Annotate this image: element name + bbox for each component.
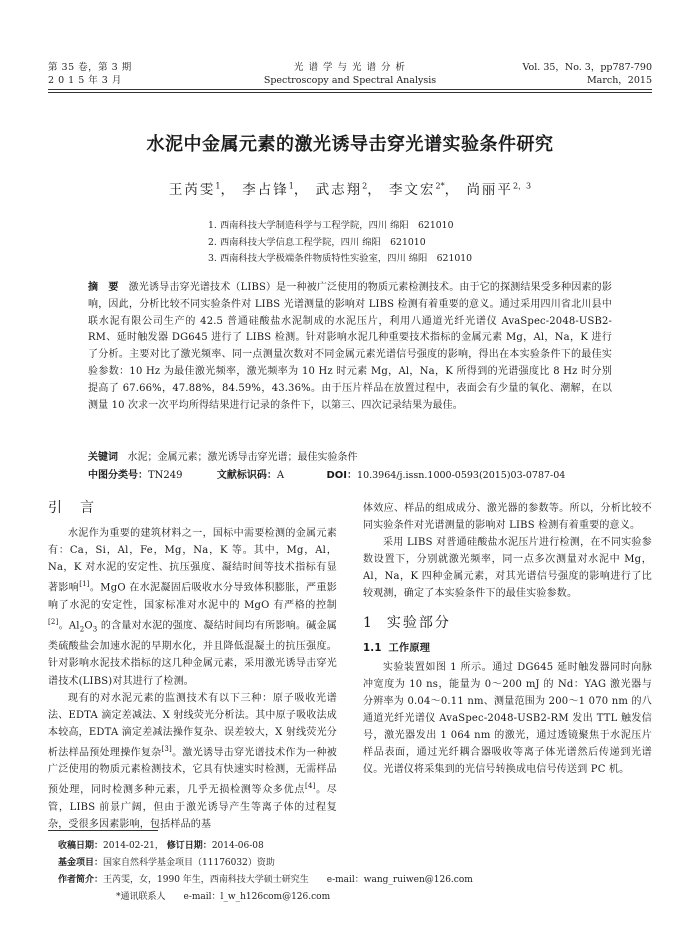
citation: [1] (79, 580, 90, 589)
author-name: 尚丽平 (466, 182, 513, 198)
citation: [2] (48, 617, 59, 626)
publication-date: 2 0 1 5 年 3 月 (48, 74, 122, 86)
author-bio-text: 王芮雯，女，1990 年生，西南科技大学硕士研究生 e-mail：wang_ruiwen@126.com (103, 875, 473, 885)
author-affiliation-mark: 2* (435, 181, 445, 191)
author-affiliation-mark: 1 (288, 181, 294, 191)
paragraph: 现有的对水泥元素的监测技术有以下三种：原子吸收光谱法、EDTA 滴定差减法、X 射线荧光分析法。其中原子吸收法成本较高，EDTA 滴定差减法操作复杂、误差较大，X 射线荧光分析法样品预处理操作复杂[3]。激光诱导击穿光谱技术作为一种被广泛使用的物质元素检测技术，它具有快速实时检测，无需样品预处理，同时检测多种元素，几乎无损检测等众多优点[4]。尽管，LIBS 前景广阔，但由于激光诱导产生等离子体的过程复杂，受很多因素影响，包括样品的基 (48, 692, 338, 830)
abstract-text: 激光诱导击穿光谱技术（LIBS）是一种被广泛使用的物质元素检测技术。由于它的探测结果受多种因素的影响，因此，分析比较不同实验条件对 LIBS 光谱测量的影响对 LIBS 检测有着重要的意义。通过采用四川省北川县中联水泥有限公司生产的 42.5 普通硅酸盐水泥制成的水泥压片，利用八通道光纤光谱仪 AvaSpec-2048-USB2-RM、延时触发器 DG645 进行了 LIBS 检测。针对影响水泥几种重要技术指标的金属元素 Mg，Al，Na，K 进行了分析。主要对比了激光频率、同一点测量次数对不同金属元素光谱信号强度的影响，得出在本实验条件下的最佳实验参数：10 Hz 为最佳激光频率，激光频率为 10 Hz 时元素 Mg，Al，Na，K 所得到的光谱强度比 8 Hz 时分别提高了 67.66%，47.88%，84.59%，43.36%。由于压片样品在放置过程中，表面会有少量的氧化、潮解，在以测量 10 次求一次平均所得结果进行记录的条件下，以第三、四次记录结果为最佳。 (88, 282, 613, 411)
revised-date: 2014-06-08 (211, 841, 264, 851)
author-name: 武志翔 (315, 182, 363, 198)
citation: [3] (161, 744, 172, 753)
section-title: 实验部分 (386, 614, 451, 631)
revised-label: 修订日期： (166, 841, 212, 851)
left-column (48, 500, 337, 833)
paragraph: 实验装置如图 1 所示。通过 DG645 延时触发器同时向脉冲宽度为 10 ns，能量为 0～200 mJ 的 Nd：YAG 激光器与分辨率为 0.04～0.11 nm、测量范围为 200～1 070 nm 的八通道光纤光谱仪 AvaSpec-2048-USB2-RM 发出 TTL 触发信号，激光器发出 1 064 nm 的激光，通过透镜聚焦于水泥压片样品表面，通过光纤耦合器吸收等离子体光谱然后传递到光谱仪。光谱仪将采集到的光信号转换成电信号传送到 PC 机。 (363, 661, 652, 776)
header-rule-top (48, 89, 652, 90)
classification-line (88, 468, 628, 485)
section-number: 1 (363, 614, 374, 631)
journal-pages-info (523, 62, 652, 87)
author-list: 王芮雯$^1$， 李占锋$^1$， 武志翔$^2$， 李文宏$^{2*}$， 尚丽平$^{2,3}$ (168, 181, 532, 198)
journal-name-english: Spectroscopy and Spectral Analysis (263, 74, 437, 86)
affiliation-item: 2. 西南科技大学信息工程学院，四川 绵阳 621010 (208, 236, 426, 248)
fund-text: 国家自然科学基金项目（11176032）资助 (103, 858, 275, 868)
author-name: 李文宏 (389, 182, 436, 198)
section-heading-introduction: 引 言 (48, 500, 96, 516)
footnote-dates (58, 838, 264, 855)
volume-issue: 第 35 卷，第 3 期 (48, 62, 132, 73)
affiliation-item: 3. 西南科技大学极端条件物质特性实验室，四川 绵阳 621010 (208, 253, 473, 264)
received-date: 2014-02-21， (103, 841, 164, 851)
citation: [4] (305, 782, 316, 791)
subsection-title: 工作原理 (388, 642, 431, 654)
paragraph: 采用 LIBS 对普通硅酸盐水泥压片进行检测，在不同实验参数设置下，分别就激光频率，同一点多次测量对水泥中 Mg，Al，Na，K 四种金属元素，对其光谱信号强度的影响进行了比较观测，确定了本实验条件下的最佳实验参数。 (363, 537, 652, 600)
subsection-number: 1.1 (363, 642, 382, 654)
journal-name-chinese: 光 谱 学 与 光 谱 分 析 (293, 62, 407, 73)
doc-code-value: A (276, 470, 285, 481)
corresponding-text: 通讯联系人 e-mail：l_w_h126com@126.com (120, 892, 331, 902)
author-bio-label: 作者简介： (58, 875, 104, 885)
volume-pages: Vol. 35，No. 3，pp787-790 (522, 62, 652, 73)
affiliation-item: 1. 西南科技大学制造科学与工程学院，四川 绵阳 621010 (208, 220, 454, 231)
footnote-contact (116, 889, 330, 906)
header-rule-bottom (48, 92, 652, 93)
keywords-text: 水泥；金属元素；激光诱导击穿光谱；最佳实验条件 (127, 452, 358, 463)
author-name: 王芮雯 (168, 182, 216, 198)
clc-value: TN249 (148, 470, 183, 481)
doi-label: DOI： (326, 470, 358, 481)
affiliation-list (208, 218, 472, 268)
subsection-heading (363, 640, 652, 657)
doi-value: 10.3964/j.issn.1000-0593(2015)03-0787-04 (357, 470, 566, 481)
abstract-label: 摘 要 (88, 282, 119, 293)
month-year: March，2015 (586, 74, 652, 86)
fund-label: 基金项目： (58, 858, 104, 868)
footnote-author (58, 872, 473, 889)
paragraph: 水泥作为重要的建筑材料之一，国标中需要检测的金属元素有：Ca，Si，Al，Fe，Mg，Na，K 等。其中，Mg，Al，Na，K 对水泥的安定性、抗压强度、凝结时间等技术指标有显著影响[1]。MgO 在水泥凝固后吸收水分导致体积膨胀，严重影响了水泥的安定性，国家标准对水泥中的 MgO 有严格的控制[2]。$Al_2O_3$ 的含量对水泥的强度、凝结时间均有所影响。碱金属类硫酸盐会加速水泥的早期水化，并且降低混凝土的抗压强度。针对影响水泥技术指标的这几种金属元素，采用激光诱导击穿光谱技术(LIBS)对其进行了检测。 (48, 528, 337, 687)
section-heading-experiment (363, 615, 652, 632)
keywords (88, 450, 628, 467)
right-column (363, 500, 652, 778)
corresponding-mark: * (116, 892, 121, 902)
paper-title: 水泥中金属元素的激光诱导击穿光谱实验条件研究 (146, 134, 554, 155)
doc-code-label: 文献标识码： (216, 470, 277, 481)
abstract (88, 280, 612, 414)
author-name: 李占锋 (242, 182, 289, 198)
clc-label: 中图分类号： (88, 470, 148, 481)
paragraph: 体效应、样品的组成成分、激光器的参数等。所以，分析比较不同实验条件对光谱测量的影响对 LIBS 检测有着重要的意义。 (363, 503, 652, 532)
received-label: 收稿日期： (58, 841, 104, 851)
keywords-label: 关键词 (88, 452, 118, 463)
author-affiliation-mark: 2 (362, 181, 368, 191)
author-affiliation-mark: 1 (215, 181, 221, 191)
footnote-rule (48, 830, 158, 831)
footnote-fund (58, 855, 275, 872)
author-affiliation-mark: 2，3 (512, 181, 532, 191)
